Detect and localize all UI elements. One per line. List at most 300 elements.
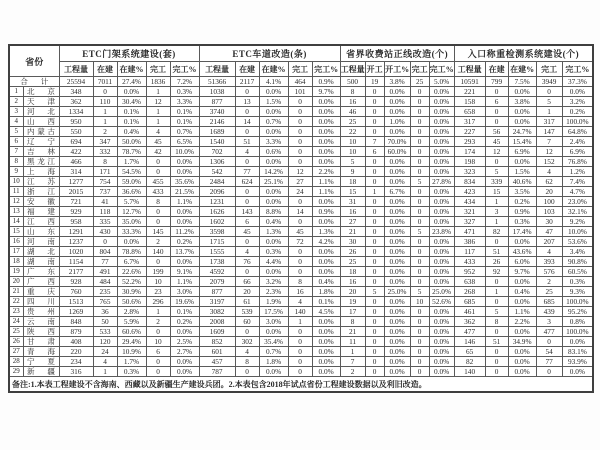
data-cell: 24 xyxy=(288,187,312,197)
data-cell: 1.3% xyxy=(259,227,288,237)
data-cell: 82 xyxy=(454,357,485,367)
data-cell: 0 xyxy=(485,157,508,167)
data-cell: 0.9% xyxy=(508,207,536,217)
data-cell: 2.7% xyxy=(170,347,199,357)
data-cell: 30.4% xyxy=(117,97,146,107)
data-cell: 0 xyxy=(365,367,384,377)
data-cell: 66 xyxy=(235,277,259,287)
data-cell: 423 xyxy=(454,187,485,197)
data-cell: 30 xyxy=(340,237,365,247)
table-row xyxy=(9,197,593,207)
data-cell: 0.0% xyxy=(384,127,410,137)
data-cell: 0.0% xyxy=(508,347,536,357)
data-cell: 0.0% xyxy=(259,107,288,117)
data-cell: 5 xyxy=(365,287,384,297)
table-row xyxy=(9,327,593,337)
data-cell: 760 xyxy=(59,287,93,297)
data-cell: 45 xyxy=(235,227,259,237)
data-cell: 2.3% xyxy=(259,287,288,297)
data-cell: 0 xyxy=(288,147,312,157)
province-cell xyxy=(23,357,59,367)
data-cell: 0.0% xyxy=(312,337,340,347)
data-cell: 0.0% xyxy=(312,347,340,357)
data-cell: 0 xyxy=(485,347,508,357)
data-cell: 702 xyxy=(199,147,235,157)
data-cell: 0.0% xyxy=(384,227,410,237)
data-cell: 0.0% xyxy=(384,347,410,357)
data-cell: 685 xyxy=(536,297,562,307)
data-cell: 22 xyxy=(340,127,365,137)
data-cell: 539 xyxy=(235,307,259,317)
data-cell: 6 xyxy=(146,347,170,357)
data-cell: 1 xyxy=(536,107,562,117)
province-cell xyxy=(23,267,59,277)
data-cell: 0.0% xyxy=(259,267,288,277)
data-cell: 3082 xyxy=(199,307,235,317)
data-cell: 0 xyxy=(288,137,312,147)
data-cell: 0.0% xyxy=(312,97,340,107)
data-cell: 3.4% xyxy=(562,247,593,257)
province-cell xyxy=(23,367,59,377)
province-name: 云南 xyxy=(27,317,55,326)
row-number: 18 xyxy=(9,257,23,267)
data-cell: 2096 xyxy=(199,187,235,197)
sub-header-row xyxy=(9,62,593,77)
data-cell: 24 xyxy=(93,347,117,357)
data-cell: 50.0% xyxy=(117,137,146,147)
data-cell: 143 xyxy=(235,207,259,217)
data-cell: 24.7% xyxy=(508,127,536,137)
data-cell: 227 xyxy=(454,127,485,137)
data-cell: 78.8% xyxy=(117,247,146,257)
data-cell: 29.4% xyxy=(117,337,146,347)
data-cell: 335 xyxy=(93,217,117,227)
province-name: 辽宁 xyxy=(27,137,55,146)
data-cell: 100.0% xyxy=(562,297,593,307)
row-number: 1 xyxy=(9,87,23,97)
province-cell xyxy=(23,327,59,337)
data-cell: 0 xyxy=(365,207,384,217)
province-name: 湖南 xyxy=(27,257,55,266)
province-cell xyxy=(23,87,59,97)
data-cell: 0.0% xyxy=(429,147,454,157)
data-cell: 3.2% xyxy=(259,277,288,287)
data-cell: 0 xyxy=(410,117,429,127)
data-cell: 0.0% xyxy=(384,97,410,107)
data-cell: 0.0% xyxy=(259,157,288,167)
data-cell: 5 xyxy=(410,177,429,187)
data-cell: 0 xyxy=(410,347,429,357)
data-cell: 0 xyxy=(410,217,429,227)
data-cell: 0.0% xyxy=(384,267,410,277)
data-cell: 317 xyxy=(454,117,485,127)
data-cell: 13.7% xyxy=(170,247,199,257)
data-cell: 0.1% xyxy=(170,117,199,127)
data-cell: 4 xyxy=(235,147,259,157)
col-header-2-1: 开工 xyxy=(365,62,384,77)
data-cell: 434 xyxy=(454,197,485,207)
data-cell: 35.4% xyxy=(259,337,288,347)
data-cell: 0.7% xyxy=(170,127,199,137)
data-cell: 1738 xyxy=(199,257,235,267)
data-cell: 0 xyxy=(235,127,259,137)
col-header-1-0: 工程量 xyxy=(199,62,235,77)
data-cell: 77 xyxy=(93,257,117,267)
data-cell: 0.3% xyxy=(562,277,593,287)
row-number: 12 xyxy=(9,197,23,207)
row-number: 6 xyxy=(9,137,23,147)
data-cell: 0 xyxy=(288,117,312,127)
data-cell: 694 xyxy=(59,137,93,147)
data-cell: 408 xyxy=(59,337,93,347)
data-cell: 3.3% xyxy=(170,97,199,107)
data-cell: 1.1% xyxy=(312,187,340,197)
province-name: 北京 xyxy=(27,87,55,96)
table-row xyxy=(9,357,593,367)
col-header-2-4: 完工% xyxy=(429,62,454,77)
table-row xyxy=(9,307,593,317)
row-number: 22 xyxy=(9,297,23,307)
data-cell: 0 xyxy=(365,227,384,237)
data-cell: 45 xyxy=(485,137,508,147)
data-cell: 0.0% xyxy=(429,347,454,357)
table-row xyxy=(9,187,593,197)
data-cell: 25.1% xyxy=(259,177,288,187)
data-cell: 17 xyxy=(340,307,365,317)
data-cell: 0.0% xyxy=(429,327,454,337)
data-cell: 1269 xyxy=(59,307,93,317)
data-cell: 26 xyxy=(340,247,365,257)
data-cell: 0.0% xyxy=(429,157,454,167)
data-cell: 0 xyxy=(235,187,259,197)
province-cell xyxy=(23,307,59,317)
row-number: 26 xyxy=(9,337,23,347)
data-cell: 484 xyxy=(93,277,117,287)
data-cell: 21 xyxy=(340,227,365,237)
data-cell: 0.0% xyxy=(259,197,288,207)
data-cell: 19 xyxy=(365,77,384,87)
data-cell: 1836 xyxy=(146,77,170,87)
row-number: 8 xyxy=(9,157,23,167)
data-cell: 0.0% xyxy=(259,237,288,247)
data-cell: 0.0% xyxy=(259,127,288,137)
data-cell: 929 xyxy=(59,207,93,217)
data-cell: 0 xyxy=(365,217,384,227)
data-cell: 198 xyxy=(454,157,485,167)
data-cell: 8.8% xyxy=(259,207,288,217)
data-cell: 72 xyxy=(288,237,312,247)
province-cell xyxy=(23,207,59,217)
data-cell: 958 xyxy=(59,217,93,227)
province-cell xyxy=(23,297,59,307)
col-header-3-0: 工程量 xyxy=(454,62,485,77)
data-cell: 4 xyxy=(536,167,562,177)
data-cell: 0.6% xyxy=(259,147,288,157)
table-row xyxy=(9,117,593,127)
data-cell: 171 xyxy=(93,167,117,177)
data-cell: 8 xyxy=(340,87,365,97)
data-cell: 439 xyxy=(536,307,562,317)
data-cell: 2177 xyxy=(59,267,93,277)
data-cell: 0.0% xyxy=(259,367,288,377)
province-name: 江苏 xyxy=(27,177,55,186)
data-cell: 0 xyxy=(410,367,429,377)
data-cell: 93.9% xyxy=(562,357,593,367)
data-cell: 0 xyxy=(410,237,429,247)
data-cell: 0.0% xyxy=(170,167,199,177)
data-cell: 0 xyxy=(288,367,312,377)
data-cell: 0.0% xyxy=(384,307,410,317)
data-cell: 576 xyxy=(536,267,562,277)
data-cell: 0 xyxy=(365,197,384,207)
data-cell: 0.0% xyxy=(312,247,340,257)
data-cell: 0.0% xyxy=(508,297,536,307)
col-header-3-4: 完工% xyxy=(562,62,593,77)
data-cell: 5 xyxy=(410,227,429,237)
data-cell: 158 xyxy=(454,97,485,107)
table-row xyxy=(9,267,593,277)
data-cell: 0 xyxy=(146,157,170,167)
data-cell: 4 xyxy=(235,347,259,357)
data-cell: 0 xyxy=(146,167,170,177)
data-cell: 457 xyxy=(199,357,235,367)
data-cell: 103 xyxy=(536,207,562,217)
province-cell xyxy=(23,187,59,197)
data-cell: 0.0% xyxy=(508,327,536,337)
data-cell: 4.7% xyxy=(562,187,593,197)
data-cell: 20 xyxy=(536,187,562,197)
data-cell: 879 xyxy=(59,327,93,337)
data-cell: 95.2% xyxy=(562,307,593,317)
province-name: 山东 xyxy=(27,227,55,236)
province-name: 河北 xyxy=(27,107,55,116)
data-cell: 799 xyxy=(485,77,508,87)
table-row xyxy=(9,77,593,87)
data-cell: 1.1% xyxy=(312,177,340,187)
data-cell: 0.0% xyxy=(384,317,410,327)
data-cell: 0.0% xyxy=(312,107,340,117)
data-cell: 16 xyxy=(340,277,365,287)
data-cell: 0 xyxy=(146,357,170,367)
data-cell: 32.1% xyxy=(562,207,593,217)
data-cell: 339 xyxy=(485,177,508,187)
data-cell: 4.5% xyxy=(312,307,340,317)
data-cell: 25.0% xyxy=(384,287,410,297)
table-row xyxy=(9,287,593,297)
data-cell: 0 xyxy=(485,87,508,97)
data-cell: 23.0% xyxy=(562,197,593,207)
data-cell: 2.2% xyxy=(508,317,536,327)
data-cell: 658 xyxy=(454,107,485,117)
data-cell: 0.0% xyxy=(384,247,410,257)
data-cell: 952 xyxy=(454,267,485,277)
data-cell: 6.7% xyxy=(117,257,146,267)
data-cell: 0.0% xyxy=(170,207,199,217)
data-cell: 0.0% xyxy=(429,127,454,137)
data-cell: 1.8% xyxy=(312,287,340,297)
data-cell: 0 xyxy=(536,367,562,377)
data-cell: 2117 xyxy=(235,77,259,87)
data-cell: 0 xyxy=(235,157,259,167)
table-row xyxy=(9,97,593,107)
data-cell: 0.0% xyxy=(170,327,199,337)
table-row xyxy=(9,317,593,327)
data-cell: 0.1% xyxy=(312,297,340,307)
data-cell: 5 xyxy=(485,167,508,177)
data-cell: 1540 xyxy=(199,137,235,147)
data-cell: 0.0% xyxy=(429,107,454,117)
data-cell: 323 xyxy=(454,167,485,177)
province-name: 吉林 xyxy=(27,147,55,156)
table-row xyxy=(9,167,593,177)
data-cell: 5.0% xyxy=(429,77,454,87)
data-cell: 0 xyxy=(365,127,384,137)
data-cell: 0.0% xyxy=(312,217,340,227)
data-cell: 36.6% xyxy=(117,187,146,197)
data-cell: 0.0% xyxy=(312,327,340,337)
data-cell: 1 xyxy=(146,117,170,127)
data-cell: 1 xyxy=(93,117,117,127)
data-cell: 10591 xyxy=(454,77,485,87)
data-cell: 1306 xyxy=(199,157,235,167)
province-name: 贵州 xyxy=(27,307,55,316)
data-cell: 1 xyxy=(146,87,170,97)
data-cell: 7.5% xyxy=(508,77,536,87)
data-cell: 0 xyxy=(288,107,312,117)
data-cell: 0.0% xyxy=(312,357,340,367)
data-cell: 1.7% xyxy=(117,357,146,367)
data-cell: 1291 xyxy=(59,227,93,237)
data-cell: 0.4% xyxy=(259,217,288,227)
data-cell: 1.0% xyxy=(384,117,410,127)
data-cell: 16 xyxy=(288,287,312,297)
data-cell: 0 xyxy=(365,97,384,107)
data-cell: 12.7% xyxy=(117,207,146,217)
province-name: 广西 xyxy=(27,277,55,286)
data-cell: 2.8% xyxy=(117,307,146,317)
data-cell: 0.0% xyxy=(312,127,340,137)
data-cell: 0.0% xyxy=(562,337,593,347)
province-name: 黑龙江 xyxy=(27,157,55,166)
data-cell: 737 xyxy=(93,187,117,197)
data-cell: 52.6% xyxy=(429,297,454,307)
province-cell xyxy=(23,217,59,227)
data-cell: 0 xyxy=(146,257,170,267)
data-cell: 0.1% xyxy=(117,117,146,127)
row-number: 7 xyxy=(9,147,23,157)
data-cell: 928 xyxy=(59,277,93,287)
data-cell: 685 xyxy=(454,297,485,307)
table-row xyxy=(9,157,593,167)
data-cell: 533 xyxy=(93,327,117,337)
data-cell: 1277 xyxy=(59,177,93,187)
data-cell: 0.0% xyxy=(384,167,410,177)
data-cell: 624 xyxy=(235,177,259,187)
data-cell: 1.1% xyxy=(508,307,536,317)
province-name: 新疆 xyxy=(27,367,55,376)
data-cell: 100.0% xyxy=(562,117,593,127)
data-cell: 46 xyxy=(340,107,365,117)
data-cell: 4 xyxy=(146,127,170,137)
data-cell: 7 xyxy=(536,137,562,147)
data-cell: 1334 xyxy=(59,107,93,117)
data-cell: 3.8% xyxy=(508,97,536,107)
data-cell: 950 xyxy=(59,117,93,127)
data-cell: 455 xyxy=(146,177,170,187)
data-cell: 37.3% xyxy=(562,77,593,87)
col-header-2-3: 完工 xyxy=(410,62,429,77)
data-cell: 10 xyxy=(340,137,365,147)
data-cell: 10.0% xyxy=(562,227,593,237)
data-cell: 0.0% xyxy=(259,327,288,337)
data-cell: 0 xyxy=(146,367,170,377)
row-number: 20 xyxy=(9,277,23,287)
data-cell: 0 xyxy=(365,307,384,317)
data-cell: 1.5% xyxy=(508,167,536,177)
data-cell: 1.1% xyxy=(170,277,199,287)
data-cell: 2 xyxy=(340,367,365,377)
data-cell: 40.6% xyxy=(508,177,536,187)
data-cell: 52.2% xyxy=(117,277,146,287)
data-cell: 12 xyxy=(288,167,312,177)
data-cell: 0.0% xyxy=(312,267,340,277)
data-cell: 145 xyxy=(146,227,170,237)
data-cell: 10 xyxy=(340,147,365,157)
data-cell: 83.1% xyxy=(562,347,593,357)
province-name: 江西 xyxy=(27,217,55,226)
data-cell: 35.6% xyxy=(170,177,199,187)
data-cell: 500 xyxy=(340,77,365,87)
data-cell: 0 xyxy=(485,107,508,117)
data-cell: 386 xyxy=(454,237,485,247)
data-cell: 12 xyxy=(485,147,508,157)
row-number: 21 xyxy=(9,287,23,297)
data-cell: 3949 xyxy=(536,77,562,87)
data-cell: 0 xyxy=(235,87,259,97)
data-cell: 754 xyxy=(93,177,117,187)
data-cell: 65 xyxy=(454,347,485,357)
data-cell: 0.3% xyxy=(170,87,199,97)
data-cell: 0.2% xyxy=(562,107,593,117)
data-cell: 477 xyxy=(454,327,485,337)
data-cell: 0 xyxy=(288,347,312,357)
row-number: 29 xyxy=(9,367,23,377)
data-cell: 2 xyxy=(146,237,170,247)
data-cell: 50 xyxy=(93,317,117,327)
province-cell xyxy=(23,117,59,127)
data-cell: 2008 xyxy=(199,317,235,327)
data-cell: 50.6% xyxy=(117,297,146,307)
data-cell: 787 xyxy=(199,367,235,377)
data-cell: 0.1% xyxy=(170,107,199,117)
data-cell: 8 xyxy=(93,157,117,167)
data-cell: 0.0% xyxy=(117,87,146,97)
data-cell: 0 xyxy=(410,327,429,337)
province-name: 内蒙古 xyxy=(27,127,55,136)
data-cell: 348 xyxy=(59,87,93,97)
data-cell: 27.4% xyxy=(117,77,146,87)
province-cell xyxy=(23,317,59,327)
data-cell: 16 xyxy=(340,97,365,107)
province-cell xyxy=(23,257,59,267)
province-cell xyxy=(23,147,59,157)
province-cell xyxy=(23,237,59,247)
data-cell: 76.8% xyxy=(562,157,593,167)
data-cell: 6.9% xyxy=(562,147,593,157)
province-cell xyxy=(23,107,59,117)
data-cell: 1.2% xyxy=(562,167,593,177)
data-cell: 293 xyxy=(454,137,485,147)
